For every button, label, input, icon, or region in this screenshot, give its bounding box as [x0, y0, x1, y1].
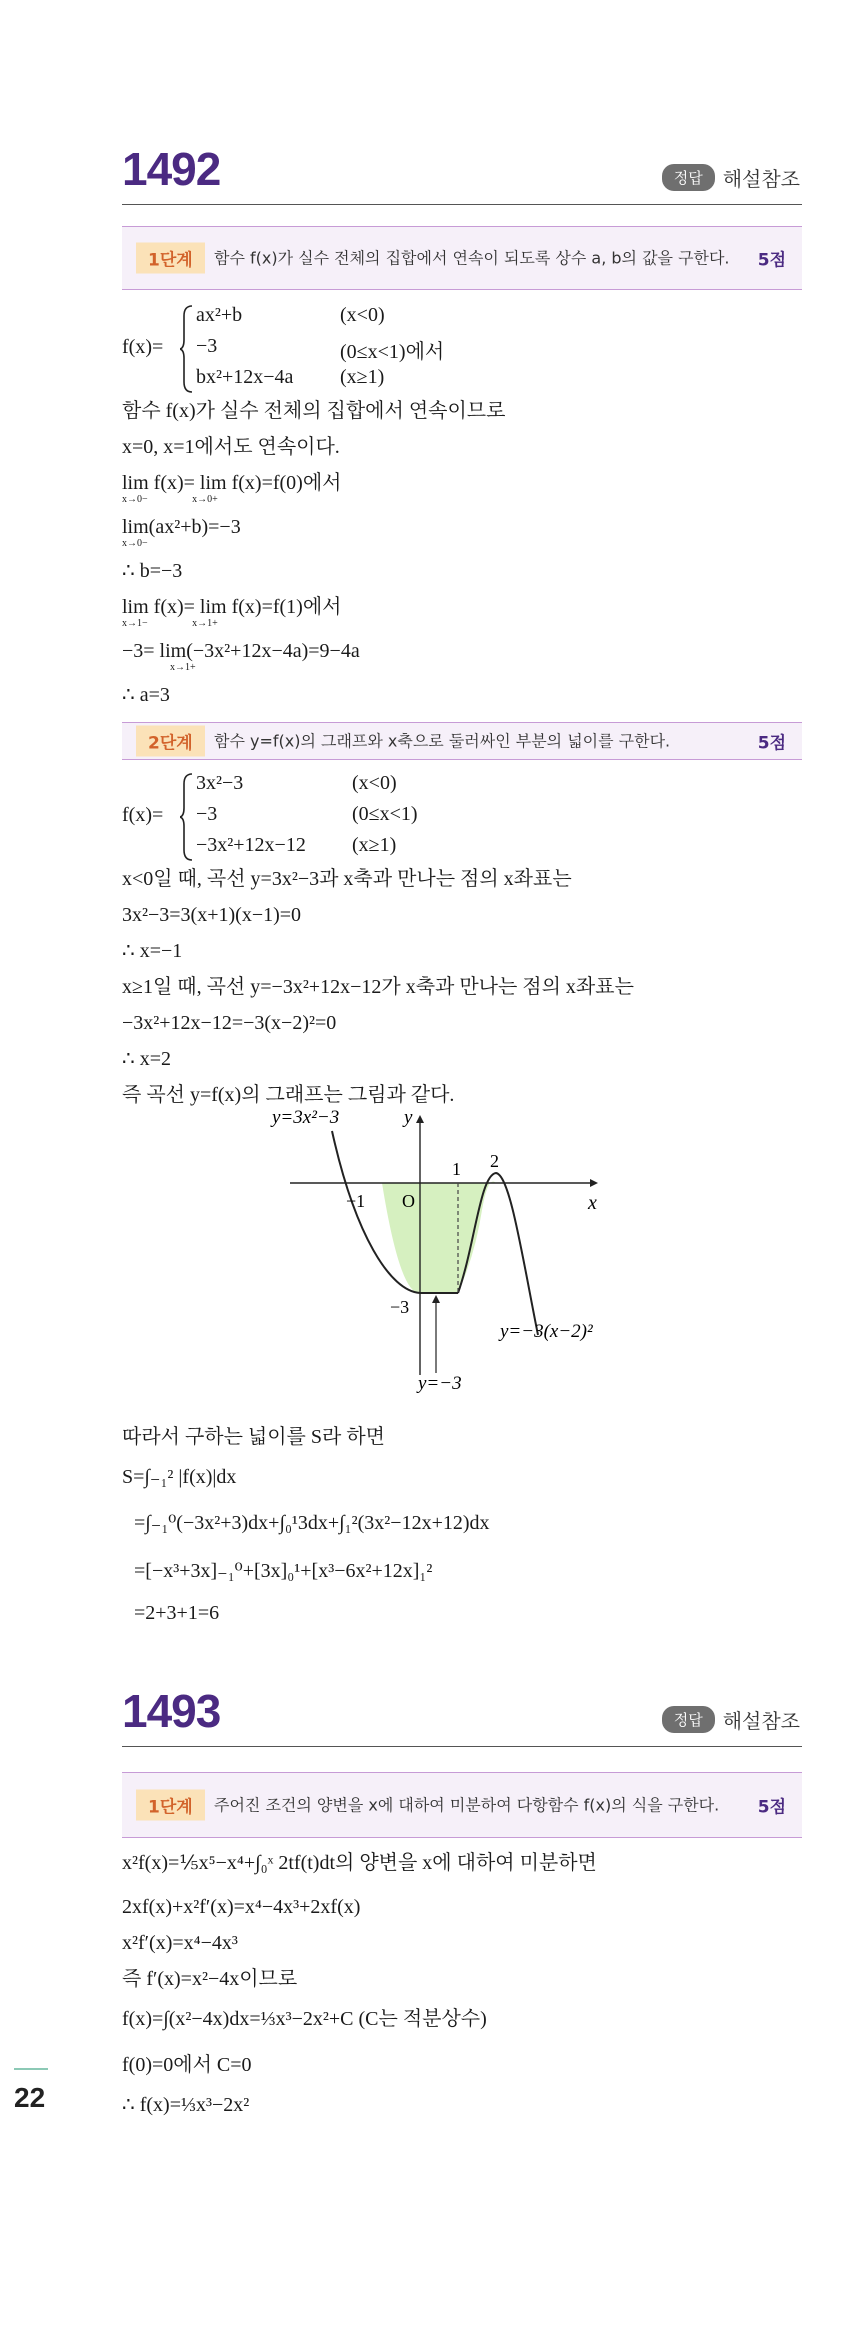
page-number: 22: [14, 2082, 46, 2113]
tick-neg1: −1: [346, 1191, 366, 1211]
step-box-3: [122, 1772, 802, 1838]
step-text: 함수 f(x)가 실수 전체의 집합에서 연속이 되도록 상수 a, b의 값을 구한다.: [214, 248, 730, 268]
function-graph: [270, 1105, 660, 1395]
step-box-2: [122, 722, 802, 760]
integral-line: =[−x³+3x]₋₁⁰+[3x]₀¹+[x³−6x²+12x]₁²: [134, 1560, 433, 1582]
y-axis-arrow-icon: [416, 1115, 424, 1123]
limit-subscripts: [122, 618, 218, 630]
page-number-rule: [14, 2068, 48, 2070]
piece-cond: (0≤x<1): [352, 803, 418, 825]
problem-number: 1493: [122, 1685, 221, 1737]
solution-line: ∴ a=3: [122, 684, 170, 706]
piece-expr: −3: [196, 803, 218, 825]
solution-line: x²f′(x)=x⁴−4x³: [122, 1932, 238, 1954]
solution-line: lim(ax²+b)=−3: [122, 516, 241, 538]
answer-reference: [662, 1705, 800, 1734]
solution-line: lim f(x)= lim f(x)=f(1)에서: [122, 596, 342, 618]
tick-1: 1: [452, 1159, 461, 1179]
axis-label-y: y: [404, 1107, 413, 1128]
brace-icon: [180, 304, 194, 394]
solution-line: x<0일 때, 곡선 y=3x²−3과 x축과 만나는 점의 x좌표는: [122, 868, 572, 890]
answer-reference: [662, 163, 800, 192]
answer-text: 해설참조: [722, 1709, 800, 1733]
label-right-curve: y=−3(x−2)²: [500, 1321, 593, 1342]
x-axis-arrow-icon: [590, 1179, 598, 1187]
piecewise-label: f(x)=: [122, 804, 164, 826]
piece-cond: (x≥1): [340, 366, 385, 388]
limit-subscripts: [170, 662, 196, 674]
step-text: 주어진 조건의 양변을 x에 대하여 미분하여 다항함수 f(x)의 식을 구한다.: [214, 1795, 720, 1815]
step-points: 5점: [757, 733, 786, 754]
answer-pill: 정답: [662, 1706, 715, 1733]
tick-neg3: −3: [390, 1297, 410, 1317]
piece-expr: ax²+b: [196, 304, 243, 326]
piece-cond: (x≥1): [352, 834, 397, 856]
problem-header-1492: [122, 143, 802, 205]
lim-sub: x→1+: [192, 618, 218, 629]
step-label: 1단계: [136, 243, 205, 274]
step-box-1: [122, 226, 802, 290]
brace-icon: [180, 772, 194, 862]
step-label: 1단계: [136, 1790, 205, 1821]
solution-line: ∴ x=−1: [122, 940, 183, 962]
solution-line: −3= lim(−3x²+12x−4a)=9−4a: [122, 640, 360, 662]
answer-text: 해설참조: [722, 167, 800, 191]
problem-header-1493: [122, 1685, 802, 1747]
piece-cond: (0≤x<1)에서: [340, 341, 445, 363]
shaded-area: [382, 1182, 496, 1294]
solution-line: ∴ f(x)=⅓x³−2x²: [122, 2094, 250, 2116]
tick-2: 2: [490, 1151, 499, 1171]
step-points: 5점: [757, 250, 786, 271]
limit-subscripts: [122, 538, 148, 550]
solution-line: x²f(x)=⅕x⁵−x⁴+∫₀ˣ 2tf(t)dt의 양변을 x에 대하여 미분하면: [122, 1852, 597, 1874]
solution-line: x≥1일 때, 곡선 y=−3x²+12x−12가 x축과 만나는 점의 x좌표는: [122, 976, 634, 998]
label-bottom-line: y=−3: [418, 1373, 462, 1394]
integral-line: S=∫₋₁² |f(x)|dx: [122, 1466, 237, 1488]
integral-line: =∫₋₁⁰(−3x²+3)dx+∫₀¹3dx+∫₁²(3x²−12x+12)dx: [134, 1512, 490, 1534]
piece-expr: −3x²+12x−12: [196, 834, 306, 856]
step-points: 5점: [757, 1797, 786, 1818]
piece-cond: (x<0): [340, 304, 385, 326]
solution-line: f(x)=∫(x²−4x)dx=⅓x³−2x²+C (C는 적분상수): [122, 2008, 487, 2030]
lim-sub: x→0−: [122, 538, 148, 549]
pointer-arrow-icon: [432, 1295, 440, 1303]
problem-number: 1492: [122, 143, 221, 195]
label-left-curve: y=3x²−3: [272, 1107, 340, 1128]
axis-label-x: x: [588, 1192, 597, 1214]
origin-label: O: [402, 1191, 415, 1211]
solution-line: 2xf(x)+x²f′(x)=x⁴−4x³+2xf(x): [122, 1896, 361, 1918]
piecewise-label: f(x)=: [122, 336, 164, 358]
solution-line: 즉 f′(x)=x²−4x이므로: [122, 1968, 298, 1990]
step-text: 함수 y=f(x)의 그래프와 x축으로 둘러싸인 부분의 넓이를 구한다.: [214, 731, 671, 751]
answer-pill: 정답: [662, 164, 715, 191]
solution-line: ∴ b=−3: [122, 560, 183, 582]
lim-sub: x→0−: [122, 494, 148, 505]
lim-sub: x→1−: [122, 618, 148, 629]
lim-sub: x→1+: [170, 662, 196, 673]
solution-line: 3x²−3=3(x+1)(x−1)=0: [122, 904, 302, 926]
piece-expr: bx²+12x−4a: [196, 366, 294, 388]
lim-sub: x→0+: [192, 494, 218, 505]
solution-line: x=0, x=1에서도 연속이다.: [122, 436, 340, 458]
piece-cond: (x<0): [352, 772, 397, 794]
solution-line: 즉 곡선 y=f(x)의 그래프는 그림과 같다.: [122, 1084, 455, 1106]
solution-line: −3x²+12x−12=−3(x−2)²=0: [122, 1012, 337, 1034]
limit-subscripts: [122, 494, 218, 506]
piece-expr: 3x²−3: [196, 772, 244, 794]
solution-line: 따라서 구하는 넓이를 S라 하면: [122, 1426, 385, 1448]
integral-line: =2+3+1=6: [134, 1602, 220, 1624]
solution-line: f(0)=0에서 C=0: [122, 2054, 252, 2076]
step-label: 2단계: [136, 726, 205, 757]
solution-line: lim f(x)= lim f(x)=f(0)에서: [122, 472, 342, 494]
solution-line: ∴ x=2: [122, 1048, 172, 1070]
piece-expr: −3: [196, 335, 218, 357]
solution-line: 함수 f(x)가 실수 전체의 집합에서 연속이므로: [122, 400, 506, 422]
